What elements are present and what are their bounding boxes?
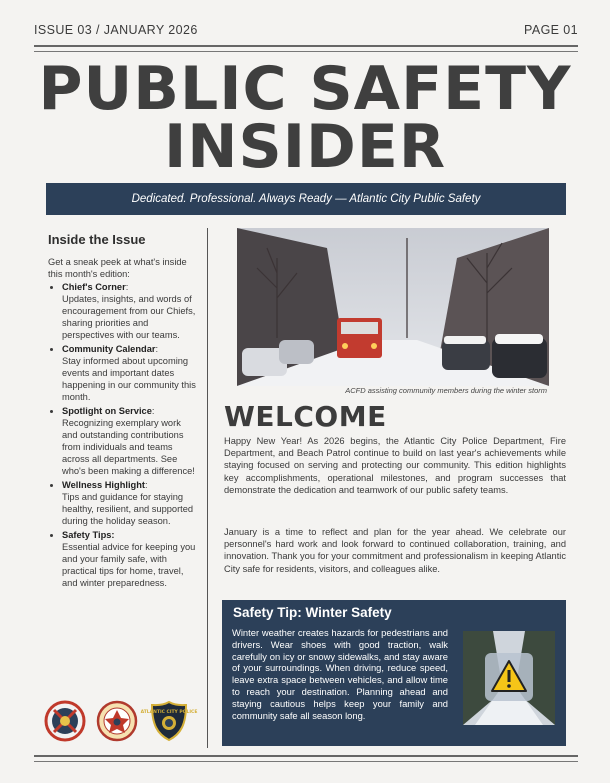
svg-text:ATLANTIC CITY POLICE: ATLANTIC CITY POLICE [140, 710, 198, 715]
list-item [62, 529, 196, 589]
welcome-paragraph-1: Happy New Year! As 2026 begins, the Atlantic City Police Department, Fire Department, and Beach Patrol continue to build on last year's achievements while staying focused on serving and protecting our community. This edition highlights key accomplishments, operational milestones, and program successes that demonstrate the dedication and teamwork of our public safety teams. [224, 436, 566, 495]
list-item: • Community Calendar: Stay informed about upcoming events and important dates happening in our community this month. [62, 343, 196, 403]
masthead-line1: PUBLIC SAFETY [38, 54, 572, 124]
winter-storm-photo [237, 228, 549, 386]
item-text: Updates, insights, and words of encouragement from our Chiefs, sharing priorities and perspectives with our teams. [62, 294, 196, 340]
item-label: Spotlight on Service [62, 406, 152, 416]
welcome-title: WELCOME [224, 400, 387, 433]
safety-tip-title: Safety Tip: Winter Safety [233, 605, 392, 620]
tagline: Dedicated. Professional. Always Ready — Atlantic City Public Safety [131, 193, 481, 205]
item-label: Safety Tips: [62, 530, 115, 540]
inside-issue-sidebar [48, 234, 196, 591]
police-badge-logo [140, 700, 198, 742]
sidebar-intro: Get a sneak peek at what's inside this month's edition: [48, 257, 187, 279]
masthead [0, 54, 610, 182]
bottom-rule [34, 755, 578, 757]
list-item: • Chief's Corner: Updates, insights, and words of encouragement from our Chiefs, sharing priorities and perspectives with our teams. [62, 281, 196, 341]
list-item: • Wellness Highlight: Tips and guidance for staying healthy, resilient, and supported during the holiday season. [62, 479, 196, 527]
issue-label: ISSUE 03 / JANUARY 2026 [34, 23, 198, 37]
bottom-rule-thin [34, 761, 578, 762]
sidebar-list [48, 281, 196, 589]
sidebar-title: Inside the Issue [48, 232, 146, 247]
item-text: Recognizing exemplary work and outstanding contributions from individuals and teams across all departments. See who's been making a difference! [62, 418, 195, 476]
list-item: • Spotlight on Service: Recognizing exemplary work and outstanding contributions from individuals and teams across all departments. See who's been making a difference! [62, 405, 196, 477]
issue-header [34, 23, 578, 37]
column-divider [207, 228, 208, 748]
fire-department-logo [96, 700, 138, 742]
beach-patrol-logo [44, 700, 86, 742]
welcome-paragraph-2: January is a time to reflect and plan for the year ahead. We celebrate our personnel's hard work and look forward to continued collaboration, training, and innovation. Thank you for your commitment and professionalism in keeping Atlantic City safe for residents, visitors, and colleagues alike. [224, 527, 566, 574]
item-text: Essential advice for keeping you and your family safe, with practical tips for home, travel, and winter preparedness. [62, 542, 196, 588]
item-text: Stay informed about upcoming events and important dates happening in our community this month. [62, 356, 196, 402]
item-label: Chief's Corner [62, 282, 126, 292]
department-logos [44, 700, 198, 742]
winter-road-image [463, 631, 555, 725]
masthead-line2: INSIDER [163, 112, 447, 182]
tagline-bar [46, 183, 566, 215]
top-rule-thin [34, 51, 578, 52]
photo-caption: ACFD assisting community members during the winter storm [345, 386, 547, 395]
safety-tip-box [222, 600, 566, 746]
page-number: PAGE 01 [524, 23, 578, 37]
item-label: Wellness Highlight [62, 480, 145, 490]
safety-tip-text: Winter weather creates hazards for pedestrians and drivers. Wear shoes with good traction, walk carefully on icy or snowy sidewalks, and stay aware of your surroundings. When driving, reduce speed, leave extra space between vehicles, and allow time to reach your destination. Planning ahead and staying cautious helps keep your family and community safe all season long. [232, 627, 448, 721]
item-label: Community Calendar [62, 344, 156, 354]
top-rule [34, 45, 578, 47]
item-text: Tips and guidance for staying healthy, resilient, and supported during the holiday season. [62, 492, 194, 526]
